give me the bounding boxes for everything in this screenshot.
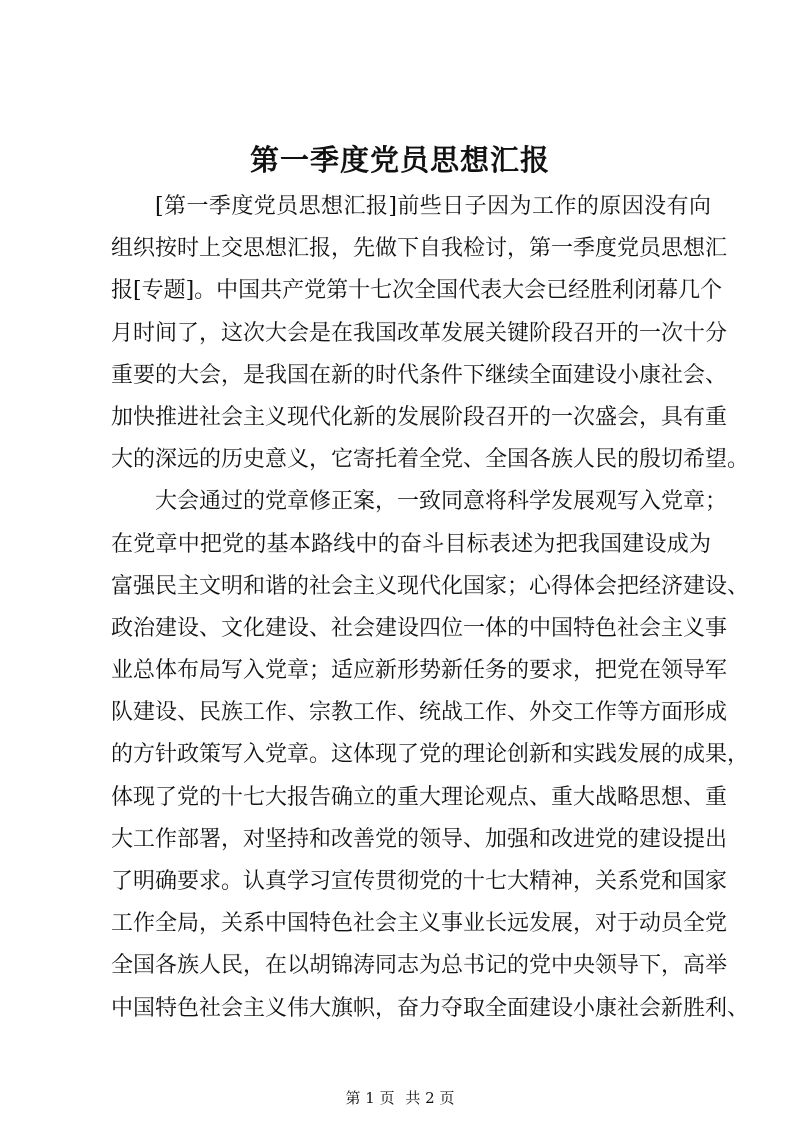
- paragraph-2-line-3: 富强民主文明和谐的社会主义现代化国家；心得体会把经济建设、: [111, 573, 750, 599]
- paragraph-1-line-5: 重要的大会，是我国在新的时代条件下继续全面建设小康社会、: [111, 362, 728, 388]
- paragraph-1-line-2: 组织按时上交思想汇报，先做下自我检讨，第一季度党员思想汇: [111, 236, 728, 262]
- paragraph-2-line-2: 在党章中把党的基本路线中的奋斗目标表述为把我国建设成为: [111, 531, 711, 557]
- paragraph-2-line-1: 大会通过的党章修正案，一致同意将科学发展观写入党章；: [155, 489, 728, 515]
- paragraph-2-line-12: 全国各族人民，在以胡锦涛同志为总书记的党中央领导下，高举: [111, 953, 728, 979]
- paragraph-2-line-8: 体现了党的十七大报告确立的重大理论观点、重大战略思想、重: [111, 784, 728, 810]
- document-body: [111, 186, 750, 1030]
- paragraph-2-line-10: 了明确要求。认真学习宣传贯彻党的十七大精神，关系党和国家: [111, 869, 728, 894]
- page-footer: [0, 1088, 800, 1108]
- paragraph-2-line-7: 的方针政策写入党章。这体现了党的理论创新和实践发展的成果，: [111, 742, 750, 768]
- paragraph-1-line-7: 大的深远的历史意义，它寄托着全党、全国各族人民的殷切希望。: [111, 447, 750, 473]
- paragraph-2-line-13: 中国特色社会主义伟大旗帜，奋力夺取全面建设小康社会新胜利、: [111, 995, 750, 1021]
- paragraph-2-line-5: 业总体布局写入党章；适应新形势新任务的要求，把党在领导军: [111, 658, 728, 684]
- paragraph-1-line-1: [第一季度党员思想汇报]前些日子因为工作的原因没有向: [155, 194, 711, 219]
- paragraph-1-line-6: 加快推进社会主义现代化新的发展阶段召开的一次盛会，具有重: [111, 404, 728, 430]
- paragraph-2-line-6: 队建设、民族工作、宗教工作、统战工作、外交工作等方面形成: [111, 700, 728, 726]
- paragraph-2-line-4: 政治建设、文化建设、社会建设四位一体的中国特色社会主义事: [111, 615, 728, 641]
- paragraph-1-line-3: 报[专题]。中国共产党第十七次全国代表大会已经胜利闭幕几个: [111, 278, 723, 304]
- paragraph-2-line-11: 工作全局，关系中国特色社会主义事业长远发展，对于动员全党: [111, 911, 728, 937]
- page-total: 共 2 页: [405, 1089, 455, 1107]
- document-title: 第一季度党员思想汇报: [249, 143, 550, 177]
- paragraph-2-line-9: 大工作部署，对坚持和改善党的领导、加强和改进党的建设提出: [111, 826, 728, 852]
- page-number: 第 1 页: [345, 1089, 395, 1107]
- paragraph-1-line-4: 月时间了，这次大会是在我国改革发展关键阶段召开的一次十分: [111, 320, 728, 346]
